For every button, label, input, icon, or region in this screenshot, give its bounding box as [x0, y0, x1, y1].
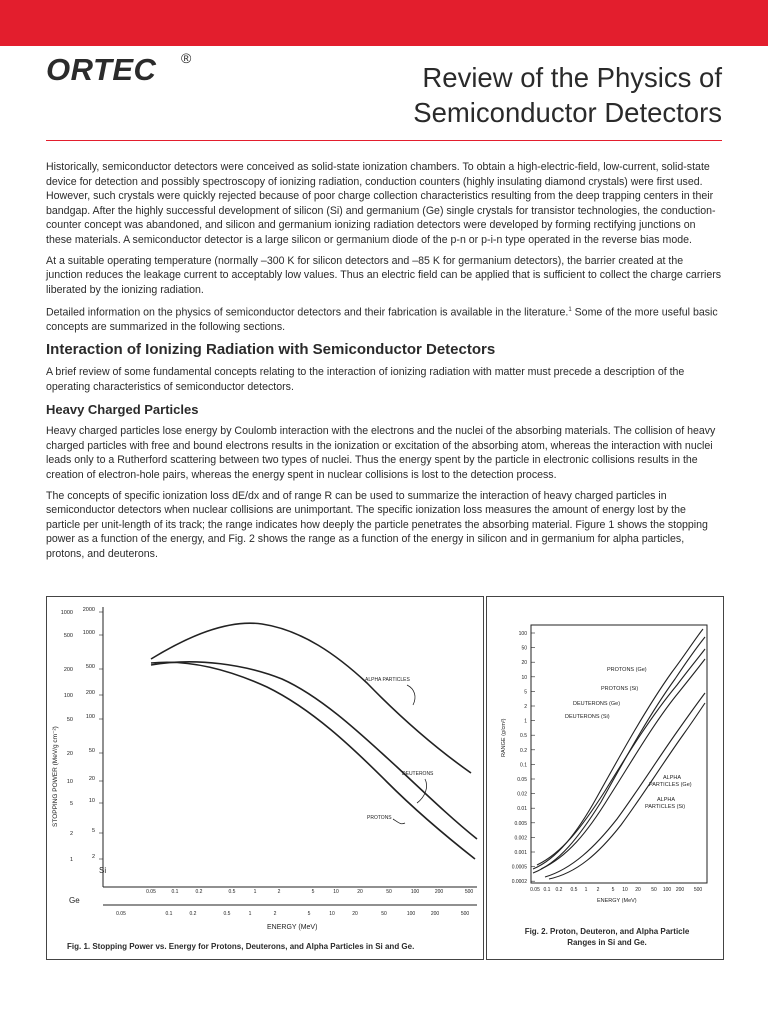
fig1-xtick-si: 0.1 [171, 889, 179, 895]
fig1-xtick-si: 500 [464, 889, 474, 895]
protons-ge-label: PROTONS (Ge) [607, 667, 647, 673]
fig1-xtick-ge: 50 [381, 911, 387, 917]
deuterons-ge-label: DEUTERONS (Ge) [573, 701, 621, 707]
figure-2 [486, 596, 724, 960]
fig2-ytick: 0.002 [514, 835, 527, 842]
fig2-ytick: 20 [521, 660, 527, 667]
fig2-plot [487, 597, 723, 959]
alpha-si-label-2: PARTICLES (Si) [645, 804, 686, 810]
footnote-ref: 1 [568, 307, 572, 314]
fig2-ytick: 5 [524, 689, 527, 696]
figure-1-caption: Fig. 1. Stopping Power vs. Energy for Protons, Deuterons, and Alpha Particles in Si and Ge. [67, 942, 415, 951]
si-label: Si [99, 866, 107, 875]
fig1-xtick-ge: 0.1 [165, 911, 173, 917]
fig1-ytick-si: 5 [69, 801, 73, 807]
protons-curve [151, 662, 475, 859]
fig2-ytick: 0.02 [517, 791, 527, 798]
registered-mark: ® [181, 50, 192, 66]
fig2-xtick: 0.5 [570, 887, 578, 893]
fig2-ytick: 1 [524, 718, 527, 725]
paragraph-4: A brief review of some fundamental concepts relating to the interaction of ionizing radiation with matter must precede a description of the operating characteristics of semiconductor detectors. [46, 366, 685, 393]
fig1-ytick-si: 20 [66, 751, 73, 757]
fig2-xtick: 2 [596, 887, 600, 893]
fig2-ytick: 50 [521, 645, 527, 652]
header-divider [46, 140, 722, 141]
fig1-ytick-ge: 10 [88, 798, 95, 804]
fig1-ytick-ge: 50 [88, 748, 95, 754]
fig2-xtick: 500 [693, 887, 703, 893]
fig2-ytick: 0.05 [517, 777, 527, 783]
alpha-curve [151, 623, 471, 773]
fig1-ytick-si: 1 [69, 857, 73, 863]
figure-2-caption-line-2: Ranges in Si and Ge. [567, 938, 647, 947]
fig1-ytick-ge: 20 [88, 776, 95, 782]
fig2-ytick: 100 [518, 631, 527, 637]
fig2-xtick: 5 [611, 887, 615, 893]
alpha-si-curve [549, 703, 705, 879]
fig1-ytick-si: 1000 [60, 610, 73, 616]
fig1-xtick-ge: 100 [406, 911, 416, 917]
fig1-xtick-si: 20 [357, 889, 363, 895]
fig1-xtick-si: 0.5 [228, 889, 236, 895]
alpha-ge-label-2: PARTICLES (Ge) [649, 782, 692, 788]
fig1-ytick-si: 2 [69, 831, 73, 837]
fig2-xtick: 1 [584, 887, 588, 893]
fig2-ytick: 2 [524, 704, 527, 710]
fig1-plot [47, 597, 483, 959]
fig2-ytick: 0.5 [520, 733, 527, 740]
fig2-xtick: 50 [651, 887, 657, 893]
protons-ge-curve [533, 629, 703, 869]
deuterons-label: DEUTERONS [402, 771, 434, 777]
fig2-xtick: 100 [662, 887, 672, 893]
paragraph-3: Detailed information on the physics of semiconductor detectors and their fabrication is available in the literature.$^1$ Some of the more useful basic concepts are summarized in the following sections. [46, 306, 718, 334]
fig2-ytick: 0.2 [520, 747, 527, 754]
fig2-ylabel: RANGE (g/cm²) [501, 718, 507, 757]
fig1-ytick-ge: 200 [85, 690, 95, 696]
fig2-ytick: 0.001 [514, 850, 527, 856]
fig1-ytick-si: 100 [63, 693, 73, 699]
paragraph-1: Historically, semiconductor detectors were conceived as solid-state ionization chambers. To obtain a high-electric-field, low-current, solid-state device for detection and possibly spectroscopy of ionizing radiation, conduction counters (highly insulating diamond crystals) were first used. However, such crystals were quickly rejected because of poor charge collection characteristics resulting from the deep trapping centers in their bandgap. After the highly successful development of silicon (Si) and germanium (Ge) single crystals for transistor technologies, the conduction-counter concept was abandoned, and silicon and germanium ionizing radiation detectors were developed by forming rectifying junctions on these materials. A semiconductor detector is a large silicon or germanium diode of the p-n or p-i-n type operated in the reverse bias mode. [46, 161, 716, 246]
section-heading: Interaction of Ionizing Radiation with Semiconductor Detectors [46, 341, 496, 359]
fig1-xtick-ge: 2 [273, 911, 277, 917]
figure-1 [46, 596, 484, 960]
fig1-xtick-si: 1 [253, 889, 257, 895]
title-line-2: Semiconductor Detectors [413, 97, 722, 128]
fig1-ytick-si: 200 [63, 667, 73, 673]
fig1-xtick-si: 200 [434, 889, 444, 895]
fig1-xtick-ge: 20 [352, 911, 358, 917]
subsection-heading: Heavy Charged Particles [46, 402, 199, 418]
fig1-xtick-ge: 5 [307, 911, 311, 917]
fig1-xtick-ge: 200 [430, 911, 440, 917]
fig1-xtick-ge: 1 [248, 911, 252, 917]
fig2-xtick: 0.2 [555, 887, 563, 893]
ortec-logo: ORTEC [46, 52, 157, 87]
fig1-xtick-ge: 0.2 [189, 911, 197, 917]
protons-label: PROTONS [367, 815, 392, 821]
fig1-xtick-ge: 500 [460, 911, 470, 917]
fig1-xtick-ge: 0.5 [223, 911, 231, 917]
fig1-ytick-ge: 100 [85, 714, 95, 720]
paragraph-2: At a suitable operating temperature (normally –300 K for silicon detectors and –85 K for germanium detectors), the barrier created at the junction reduces the leakage current to acceptably low values. Thus an electric field can be applied that is sufficient to collect the charge carriers liberated by the ionizing radiation. [46, 254, 722, 296]
protons-si-label: PROTONS (Si) [601, 686, 639, 692]
fig1-xtick-ge: 0.05 [116, 911, 126, 917]
fig1-ytick-ge: 1000 [82, 630, 95, 636]
ge-label: Ge [69, 896, 80, 905]
fig1-xlabel: ENERGY (MeV) [267, 924, 318, 931]
deuterons-si-label: DEUTERONS (Si) [565, 714, 610, 720]
alpha-si-label-1: ALPHA [657, 797, 676, 803]
paragraph-6: The concepts of specific ionization loss dE/dx and of range R can be used to summarize the interaction of heavy charged particles in semiconductor detectors when nuclear collisions are unimportant. The specific ionization loss measures the amount of energy lost by the particle per unit-length of its track; the range indicates how deeply the particle penetrates the absorbing material. Figure 1 shows the stopping power as a function of the energy, and Fig. 2 shows the range as a function of the energy in silicon and in germanium for alpha particles, protons, and deuterons. [46, 489, 708, 560]
fig2-ytick: 0.0002 [511, 879, 527, 886]
fig1-ytick-si: 10 [66, 779, 73, 785]
fig2-xtick: 200 [675, 887, 685, 893]
paragraph-5: Heavy charged particles lose energy by Coulomb interaction with the electrons and the nuclei of the absorbing materials. The collision of heavy charged particles with free and bound electrons results in the ionization or excitation of the absorbing atom, whereas the interaction with nuclei leads only to a Rutherford scattering between two types of nuclei. Thus the energy spent by the particle in electronic collisions results in the creation of electron-hole pairs, whereas the energy spent in nuclear collisions is lost to the detection process. [46, 425, 716, 482]
fig1-ytick-ge: 2000 [82, 607, 95, 613]
fig1-ylabel: STOPPING POWER (MeV/g cm⁻²) [52, 726, 59, 827]
fig1-xtick-si: 5 [311, 889, 315, 895]
fig1-xtick-si: 50 [386, 889, 392, 895]
fig1-ytick-ge: 500 [85, 664, 95, 670]
title-line-1: Review of the Physics of [422, 62, 722, 93]
fig2-ytick: 0.005 [514, 820, 527, 827]
fig1-xtick-si: 0.05 [146, 889, 156, 895]
alpha-ge-label-1: ALPHA [663, 775, 682, 781]
fig1-xtick-ge: 10 [329, 911, 335, 917]
body-text [46, 160, 722, 568]
top-red-bar [0, 0, 768, 46]
fig2-xtick: 0.1 [543, 887, 551, 893]
fig1-xtick-si: 2 [277, 889, 281, 895]
fig2-ytick: 0.1 [520, 762, 527, 769]
fig1-ytick-ge: 2 [91, 854, 95, 860]
fig1-xtick-si: 0.2 [195, 889, 203, 895]
fig2-xlabel: ENERGY (MeV) [597, 898, 637, 904]
fig2-ytick: 0.01 [517, 806, 527, 813]
deuterons-ge-curve [537, 649, 705, 865]
document-title [302, 60, 722, 130]
figure-2-caption [507, 926, 707, 948]
figure-2-caption-line-1: Fig. 2. Proton, Deuteron, and Alpha Particle [524, 927, 690, 936]
fig1-ytick-si: 50 [66, 717, 73, 723]
fig2-ytick: 0.0005 [511, 864, 527, 871]
fig2-xtick: 20 [635, 887, 641, 893]
deuterons-curve [151, 662, 477, 839]
fig1-ytick-si: 500 [63, 633, 73, 639]
fig2-xtick: 0.05 [530, 887, 540, 893]
fig1-xtick-si: 100 [410, 889, 420, 895]
alpha-label: ALPHA PARTICLES [365, 677, 410, 683]
fig1-xtick-si: 10 [333, 889, 339, 895]
fig1-ytick-ge: 5 [91, 828, 95, 834]
fig2-ytick: 10 [521, 674, 527, 681]
fig2-xtick: 10 [622, 887, 628, 893]
